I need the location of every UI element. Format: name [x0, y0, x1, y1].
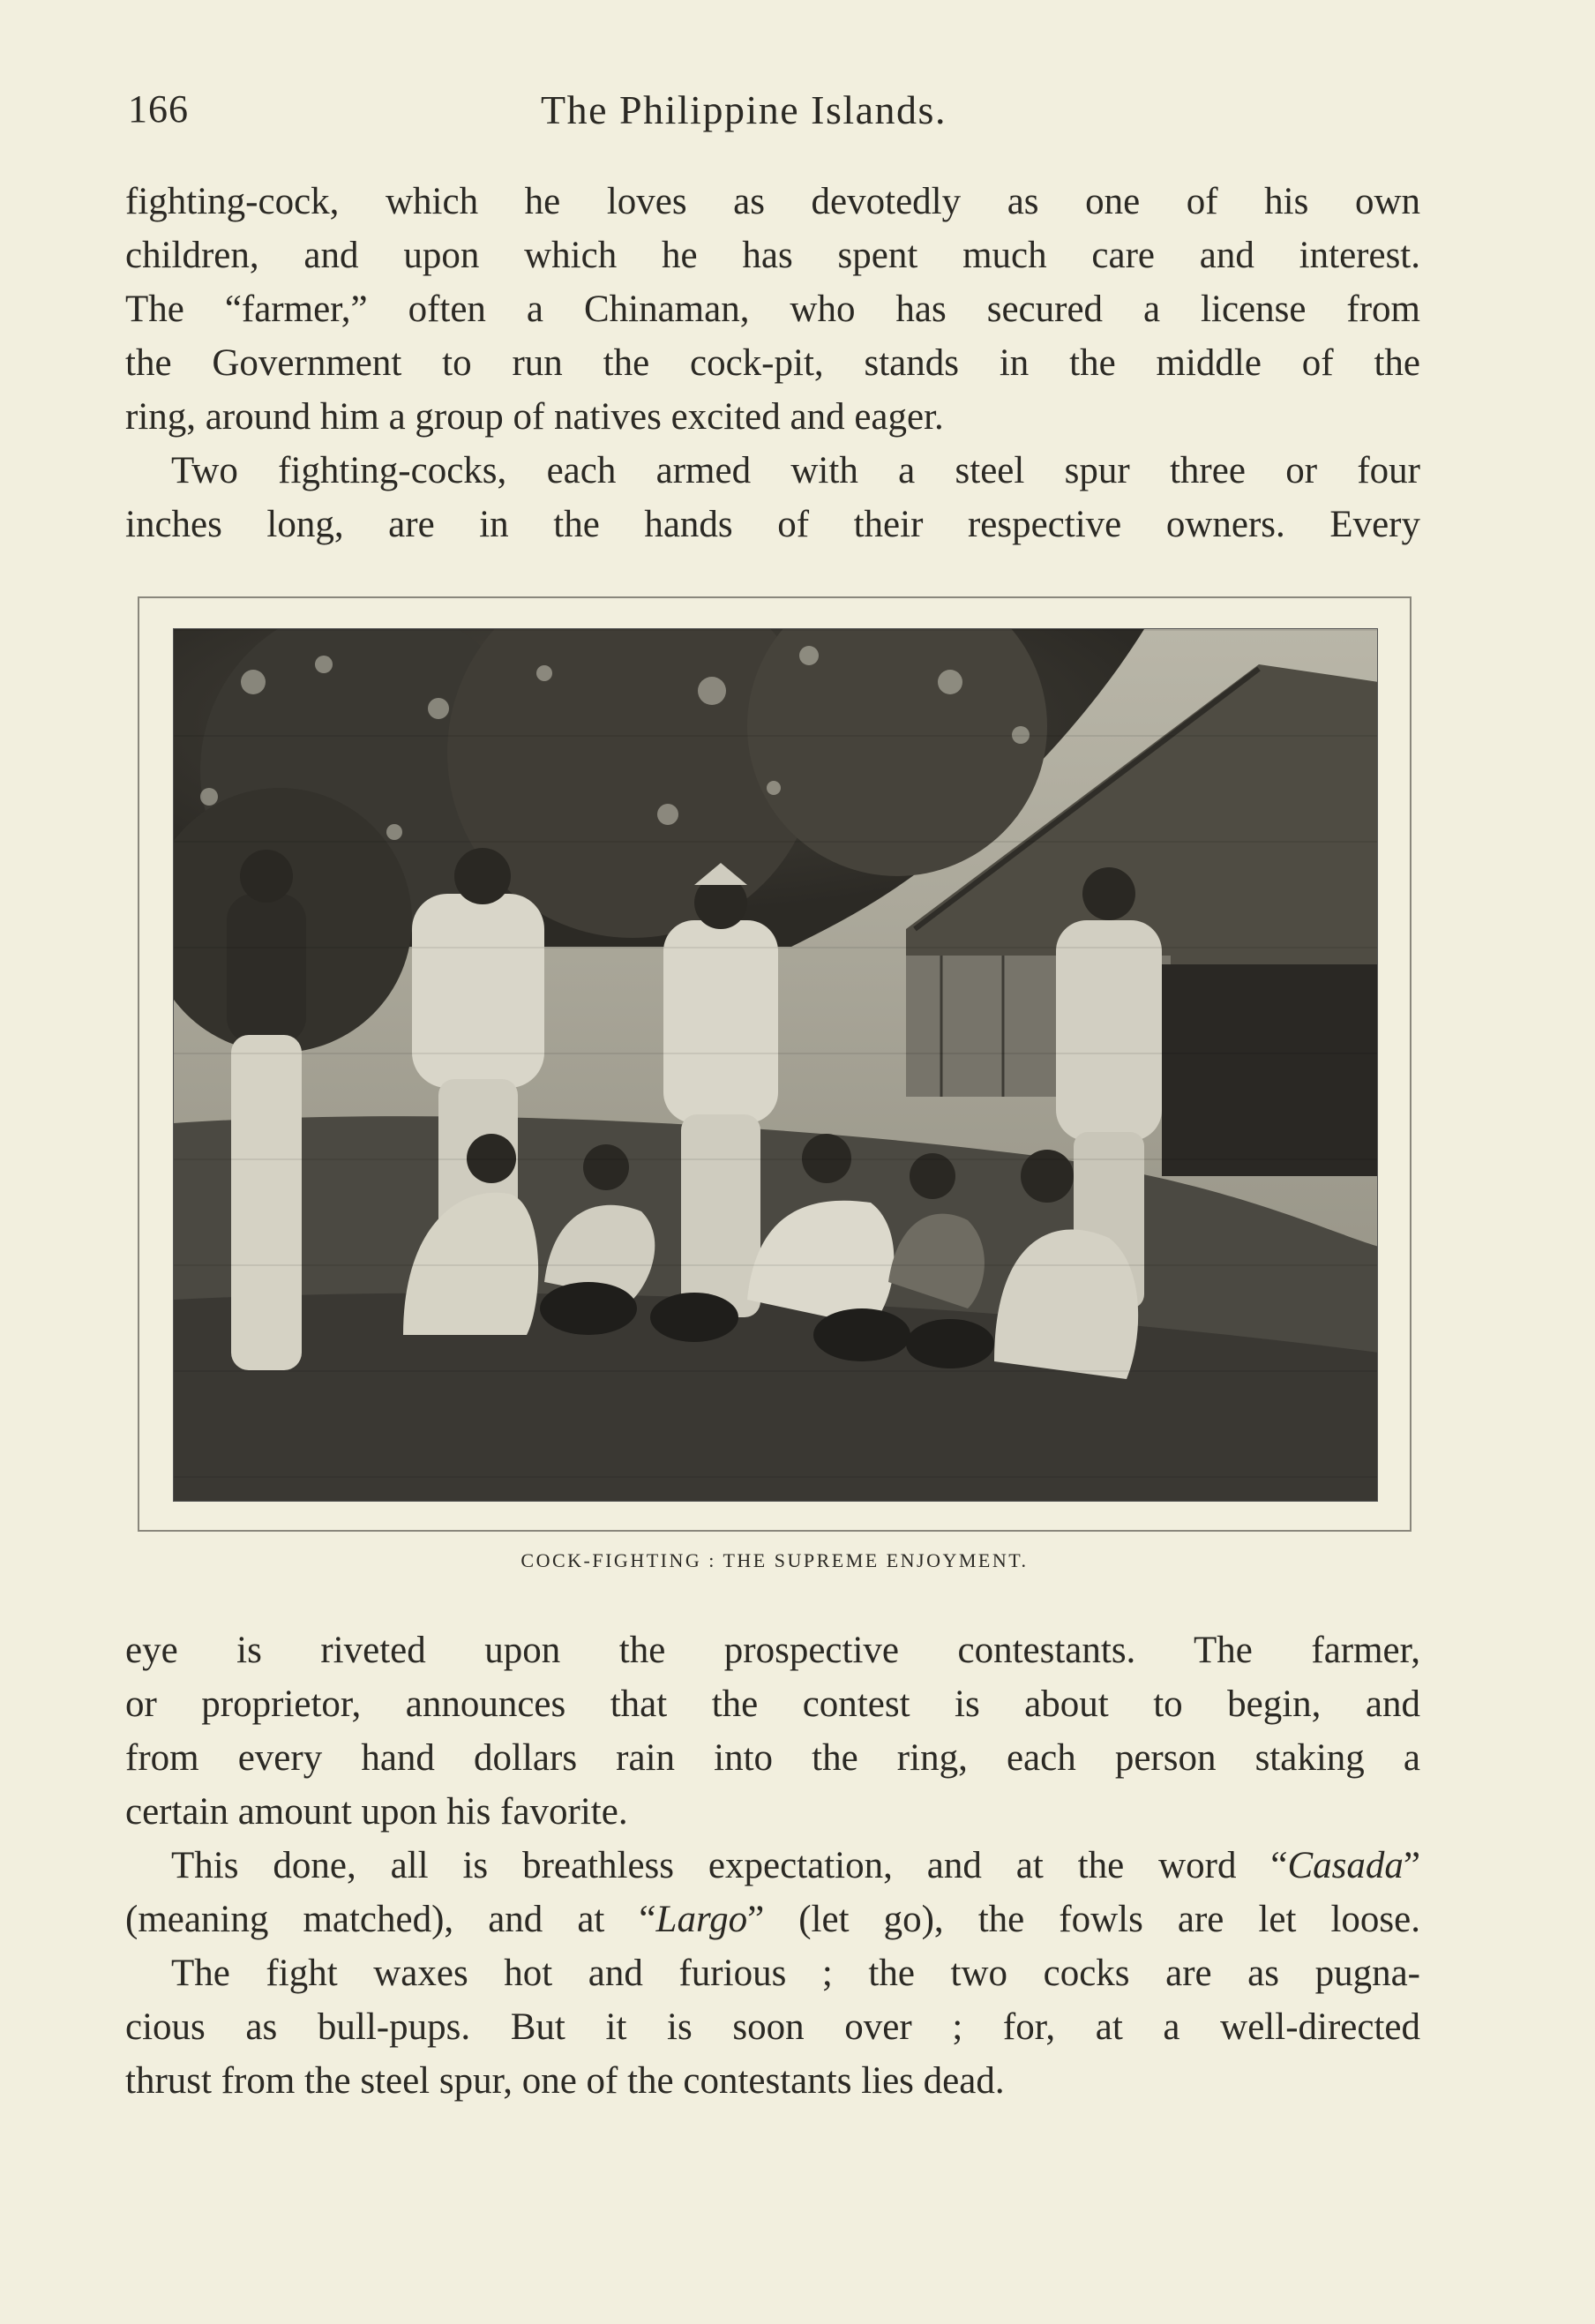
- text-line: or proprietor, announces that the contest is about to begin, and: [125, 1683, 1420, 1725]
- italic-word-largo: Largo: [655, 1899, 748, 1940]
- text-line: certain amount upon his favorite.: [125, 1791, 628, 1833]
- text-line: The “farmer,” often a Chinaman, who has secured a license from: [125, 289, 1420, 330]
- text-fragment: ”: [1403, 1845, 1420, 1886]
- text-fragment: This done, all is breathless expectation, and at the word “: [171, 1845, 1288, 1886]
- top-paragraphs: [125, 175, 1420, 551]
- figure-caption: COCK-FIGHTING : THE SUPREME ENJOYMENT.: [520, 1549, 1029, 1571]
- cock-fighting-photograph: [173, 628, 1378, 1502]
- text-line: the Government to run the cock-pit, stands in the middle of the: [125, 342, 1420, 384]
- running-title: The Philippine Islands.: [541, 87, 947, 132]
- text-line: eye is riveted upon the prospective contestants. The farmer,: [125, 1630, 1420, 1671]
- text-line: Two fighting-cocks, each armed with a steel spur three or four: [171, 450, 1420, 491]
- text-line-largo: [125, 1893, 1420, 1946]
- text-line: cious as bull-pups. But it is soon over ; for, at a well-directed: [125, 2006, 1420, 2048]
- text-fragment: (meaning matched), and at “: [125, 1899, 656, 1940]
- photograph-illustration: [174, 629, 1378, 1502]
- bottom-paragraphs: [125, 1623, 1420, 2108]
- page-number: 166: [128, 87, 189, 131]
- italic-word-casada: Casada: [1287, 1845, 1404, 1886]
- text-line: fighting-cock, which he loves as devotedly as one of his own: [125, 181, 1420, 222]
- text-line: ring, around him a group of natives excited and eager.: [125, 396, 944, 438]
- text-line: children, and upon which he has spent much care and interest.: [125, 235, 1420, 276]
- running-header: [128, 86, 1416, 139]
- text-fragment: ” (let go), the fowls are let loose.: [747, 1899, 1420, 1940]
- text-line: The fight waxes hot and furious ; the two cocks are as pugna-: [171, 1953, 1420, 1994]
- text-line-casada: [125, 1839, 1420, 1893]
- text-line: inches long, are in the hands of their respective owners. Every: [125, 504, 1420, 545]
- text-line: from every hand dollars rain into the ring, each person staking a: [125, 1737, 1420, 1779]
- text-line: thrust from the steel spur, one of the contestants lies dead.: [125, 2060, 1005, 2102]
